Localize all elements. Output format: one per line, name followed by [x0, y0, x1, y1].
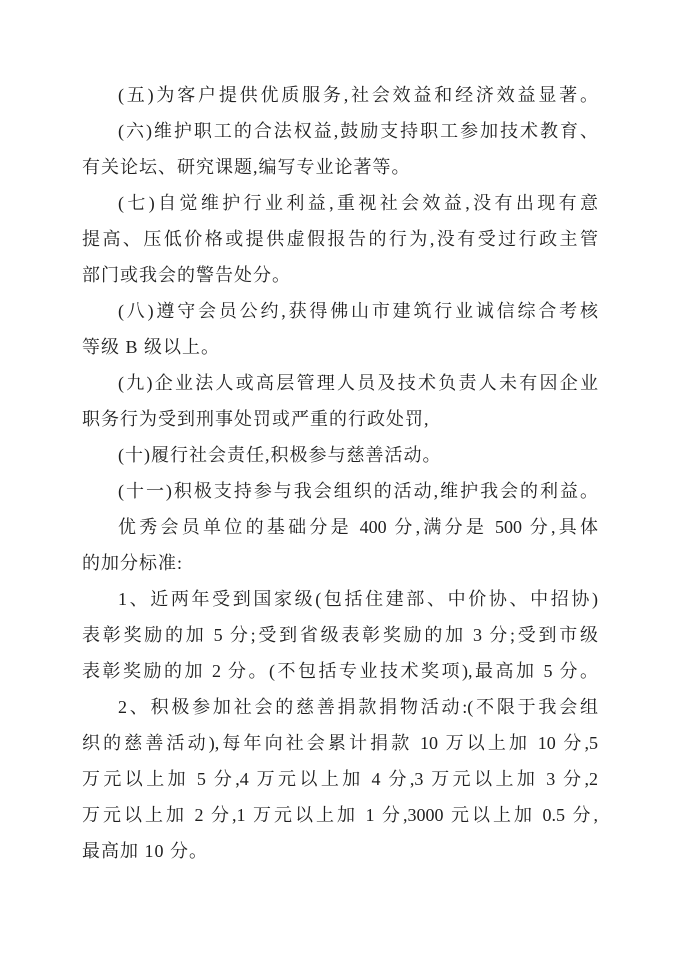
paragraph: [82, 437, 598, 473]
paragraph: [82, 365, 598, 437]
text-line: 职务行为受到刑事处罚或严重的行政处罚,: [82, 409, 430, 429]
paragraph: [82, 473, 598, 509]
text-line: 等级 B 级以上。: [82, 337, 221, 357]
text-line: 优秀会员单位的基础分是 400 分,满分是 500 分,具体: [118, 517, 598, 537]
text-line: (五)为客户提供优质服务,社会效益和经济效益显著。: [118, 85, 598, 105]
paragraph: [82, 293, 598, 365]
text-line: 万元以上加 2 分,1 万元以上加 1 分,3000 元以上加 0.5 分,: [82, 805, 598, 825]
text-line: 2、积极参加社会的慈善捐款捐物活动:(不限于我会组: [118, 697, 598, 717]
text-line: (九)企业法人或高层管理人员及技术负责人未有因企业: [118, 373, 598, 393]
paragraph: [82, 581, 598, 689]
text-line: 万元以上加 5 分,4 万元以上加 4 分,3 万元以上加 3 分,2: [82, 769, 598, 789]
text-line: 部门或我会的警告处分。: [82, 265, 291, 285]
text-line: (十)履行社会责任,积极参与慈善活动。: [118, 445, 442, 465]
text-line: 提高、压低价格或提供虚假报告的行为,没有受过行政主管: [82, 229, 598, 249]
text-line: (六)维护职工的合法权益,鼓励支持职工参加技术教育、: [118, 121, 598, 141]
text-line: 织的慈善活动),每年向社会累计捐款 10 万以上加 10 分,5: [82, 733, 598, 753]
paragraph: [82, 689, 598, 869]
paragraph: [82, 509, 598, 581]
text-line: (八)遵守会员公约,获得佛山市建筑行业诚信综合考核: [118, 301, 598, 321]
text-line: 最高加 10 分。: [82, 841, 208, 861]
text-line: 表彰奖励的加 2 分。(不包括专业技术奖项),最高加 5 分。: [82, 661, 598, 681]
paragraph: [82, 77, 598, 113]
text-line: 的加分标准:: [82, 553, 184, 573]
document-body: [82, 77, 598, 869]
paragraph: [82, 113, 598, 185]
text-line: (七)自觉维护行业利益,重视社会效益,没有出现有意: [118, 193, 598, 213]
text-line: 有关论坛、研究课题,编写专业论著等。: [82, 157, 411, 177]
text-line: 1、近两年受到国家级(包括住建部、中价协、中招协): [118, 589, 598, 609]
paragraph: [82, 185, 598, 293]
text-line: (十一)积极支持参与我会组织的活动,维护我会的利益。: [118, 481, 598, 501]
text-line: 表彰奖励的加 5 分;受到省级表彰奖励的加 3 分;受到市级: [82, 625, 598, 645]
